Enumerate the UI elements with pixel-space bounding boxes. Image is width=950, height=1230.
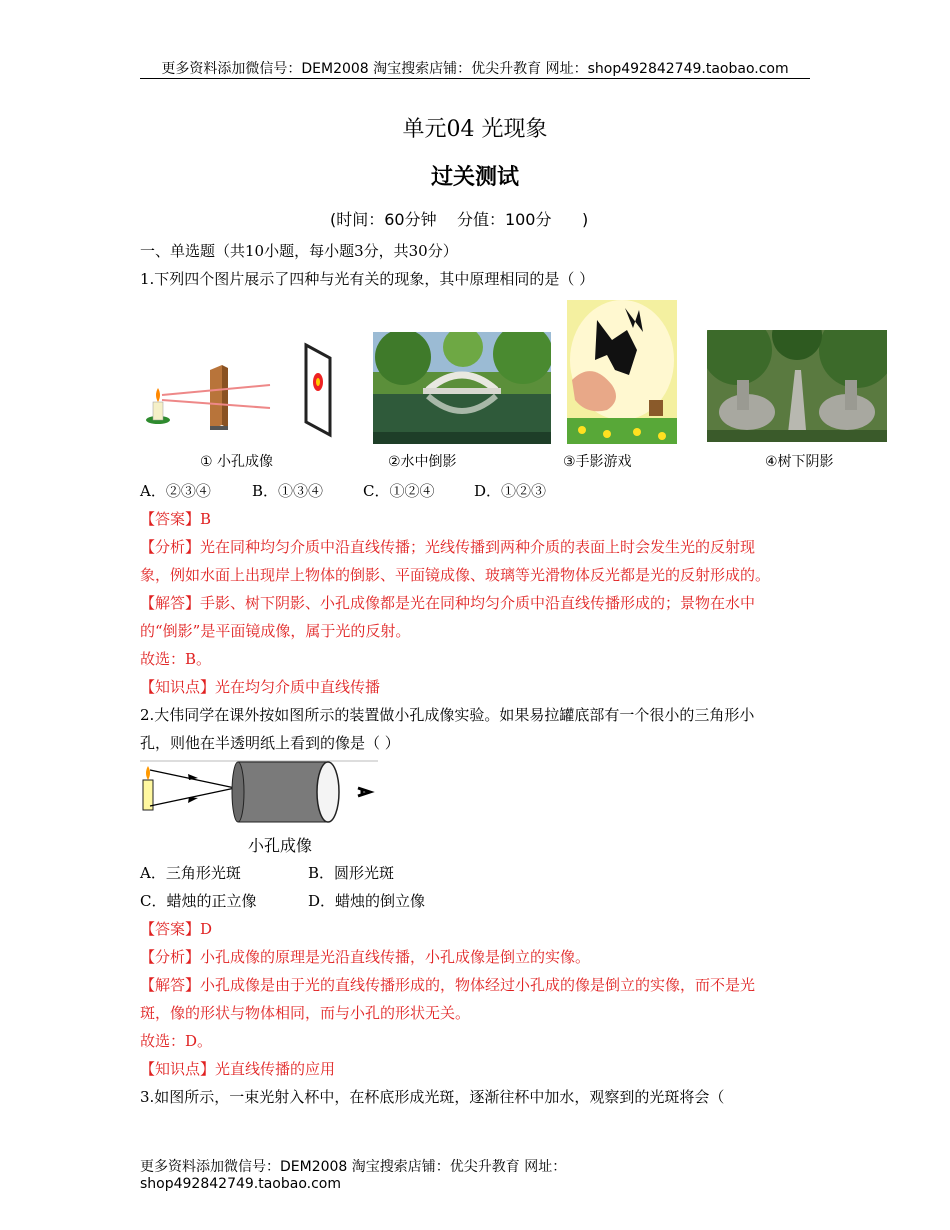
q1-knowledge: 【知识点】光在均匀介质中直线传播 [140,678,381,696]
page-footer: 更多资料添加微信号：DEM2008 淘宝搜索店铺：优尖升教育 网址：shop492842749.taobao.com [140,1159,567,1192]
caption-tree-shade: ④树下阴影 [765,454,834,470]
unit-title: 单元04 光现象 [402,117,548,142]
q2-option-c: C．蜡烛的正立像 [140,892,257,910]
time-score-info: (时间：60分钟 分值：100分 ) [330,210,589,229]
q2-stem-1: 2.大伟同学在课外按如图所示的装置做小孔成像实验。如果易拉罐底部有一个很小的三角形小 [140,706,755,724]
q1-stem: 1.下列四个图片展示了四种与光有关的现象，其中原理相同的是（ ） [140,270,595,288]
tree-shade-photo [707,330,887,442]
q2-figure-caption: 小孔成像 [248,836,313,855]
q1-option-c: C．①②④ [363,482,435,500]
caption-reflection: ②水中倒影 [388,454,457,470]
q1-choice: 故选：B。 [140,650,212,668]
pinhole-can-figure [140,760,380,824]
q1-solution-1: 【解答】手影、树下阴影、小孔成像都是光在同种均匀介质中沿直线传播形成的；景物在水中 [140,594,756,612]
q1-option-a: A．②③④ [140,482,211,500]
q3-stem: 3.如图所示，一束光射入杯中，在杯底形成光斑，逐渐往杯中加水，观察到的光斑将会（ [140,1088,725,1106]
caption-hand-shadow: ③手影游戏 [563,454,632,470]
q1-option-d: D．①②③ [474,482,547,500]
section-heading: 一、单选题（共10小题，每小题3分，共30分） [140,242,458,260]
q2-option-b: B．圆形光斑 [308,864,395,882]
q2-knowledge: 【知识点】光直线传播的应用 [140,1060,336,1078]
caption-pinhole: ① 小孔成像 [200,454,274,470]
q1-solution-2: 的“倒影”是平面镜成像，属于光的反射。 [140,622,411,640]
q2-answer: 【答案】D [140,920,213,938]
q2-choice: 故选：D。 [140,1032,213,1050]
q1-analysis-2: 象，例如水面上出现岸上物体的倒影、平面镜成像、玻璃等光滑物体反光都是光的反射形成的。 [140,566,771,584]
q1-option-b: B．①③④ [252,482,324,500]
q2-stem-2: 孔，则他在半透明纸上看到的像是（ ） [140,734,400,752]
q1-analysis-1: 【分析】光在同种均匀介质中沿直线传播；光线传播到两种介质的表面上时会发生光的反射现 [140,538,756,556]
q2-solution-2: 斑，像的形状与物体相同，而与小孔的形状无关。 [140,1004,471,1022]
q2-solution-1: 【解答】小孔成像是由于光的直线传播形成的，物体经过小孔成的像是倒立的实像，而不是光 [140,976,756,994]
header-rule [140,78,810,79]
water-reflection-photo [373,332,551,444]
q2-option-a: A．三角形光斑 [140,864,241,882]
hand-shadow-photo [567,300,677,444]
q2-option-d: D．蜡烛的倒立像 [308,892,426,910]
q2-analysis: 【分析】小孔成像的原理是光沿直线传播，小孔成像是倒立的实像。 [140,948,591,966]
page-header: 更多资料添加微信号：DEM2008 淘宝搜索店铺：优尖升教育 网址：shop492842749.taobao.com [161,61,789,77]
pinhole-figure [140,340,340,440]
test-subtitle: 过关测试 [430,165,519,190]
q1-answer: 【答案】B [140,510,212,528]
